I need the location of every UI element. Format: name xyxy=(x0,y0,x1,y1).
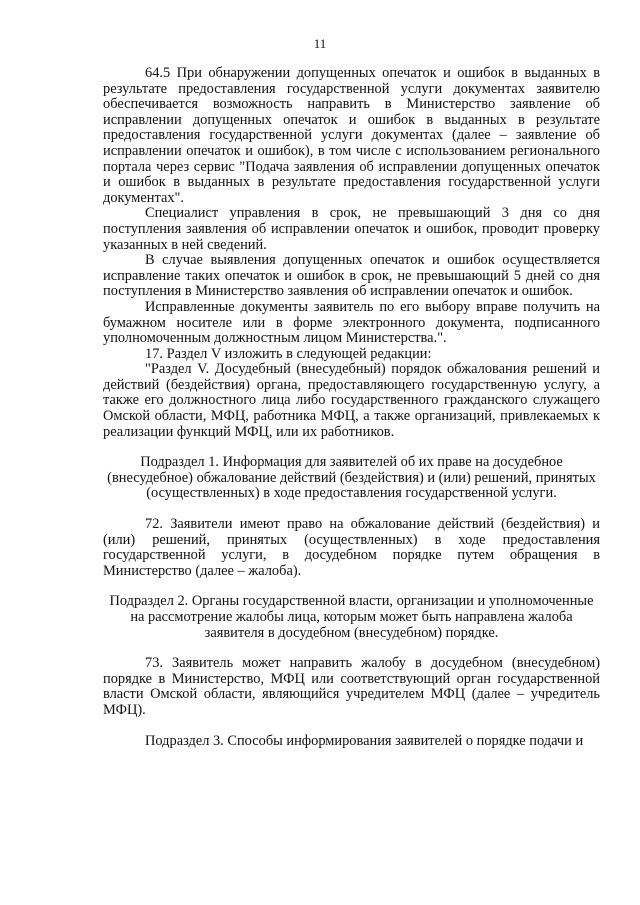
document-body xyxy=(103,66,600,749)
subsection-1-heading: Подраздел 1. Информация для заявителей об их праве на досудебное (внесудебное) обжалование действий (бездействия) и (или) решений, принятых (осуществленных) в ходе предоставления государственной услуги. xyxy=(107,454,596,502)
paragraph-specialist-term: Специалист управления в срок, не превышающий 3 дня со дня поступления заявления об исправлении опечаток и ошибок, проводит проверку указанных в ней сведений. xyxy=(103,205,600,253)
paragraph-73: 73. Заявитель может направить жалобу в досудебном (внесудебном) порядке в Министерство, МФЦ или соответствующий орган государственной власти Омской области, являющийся учредителем МФЦ (далее – учредитель МФЦ). xyxy=(103,655,600,718)
paragraph-corrected-documents: Исправленные документы заявитель по его выбору вправе получить на бумажном носителе или в форме электронного документа, подписанного уполномоченным должностным лицом Министерства.". xyxy=(103,298,600,347)
paragraph-72: 72. Заявители имеют право на обжалование действий (бездействия) и (или) решений, принятых (осуществленных) в ходе предоставления государственной услуги, в досудебном порядке путем обращения в Министерство (далее – жалоба). xyxy=(103,516,600,579)
subsection-2-heading: Подраздел 2. Органы государственной власти, организации и уполномоченные на рассмотрение жалобы лица, которым может быть направлена жалоба заявителя в досудебном (внесудебном) порядке. xyxy=(109,593,594,641)
page-number: 11 xyxy=(313,36,327,51)
paragraph-correction-term: В случае выявления допущенных опечаток и ошибок осуществляется исправление таких опечаток и ошибок в срок, не превышающий 5 дней со дня поступления в Министерство заявления об исправлении опечаток и ошибок. xyxy=(103,252,600,300)
section-5-title: "Раздел V. Досудебный (внесудебный) порядок обжалования решений и действий (бездействия) органа, предоставляющего государственную услугу, а также его должностного лица либо государственного гражданского служащего Омской области, МФЦ, работника МФЦ, а также организаций, привлекаемых к реализации функций МФЦ, или их работников. xyxy=(103,361,600,440)
paragraph-64-5: 64.5 При обнаружении допущенных опечаток и ошибок в выданных в результате предоставления государственной услуги документах заявителю обеспечивается возможность направить в Министерство заявление об исправлении допущенных опечаток и ошибок в выданных в результате предоставления государственной услуги документах (далее – заявление об исправлении опечаток и ошибок), в том числе с использованием регионального портала через сервис "Подача заявления об исправлении допущенных опечаток и ошибок в выданных в результате предоставления государственной услуги документах". xyxy=(103,65,600,206)
subsection-3-heading: Подраздел 3. Способы информирования заявителей о порядке подачи и xyxy=(145,732,584,749)
paragraph-17: 17. Раздел V изложить в следующей редакции: xyxy=(145,345,432,362)
